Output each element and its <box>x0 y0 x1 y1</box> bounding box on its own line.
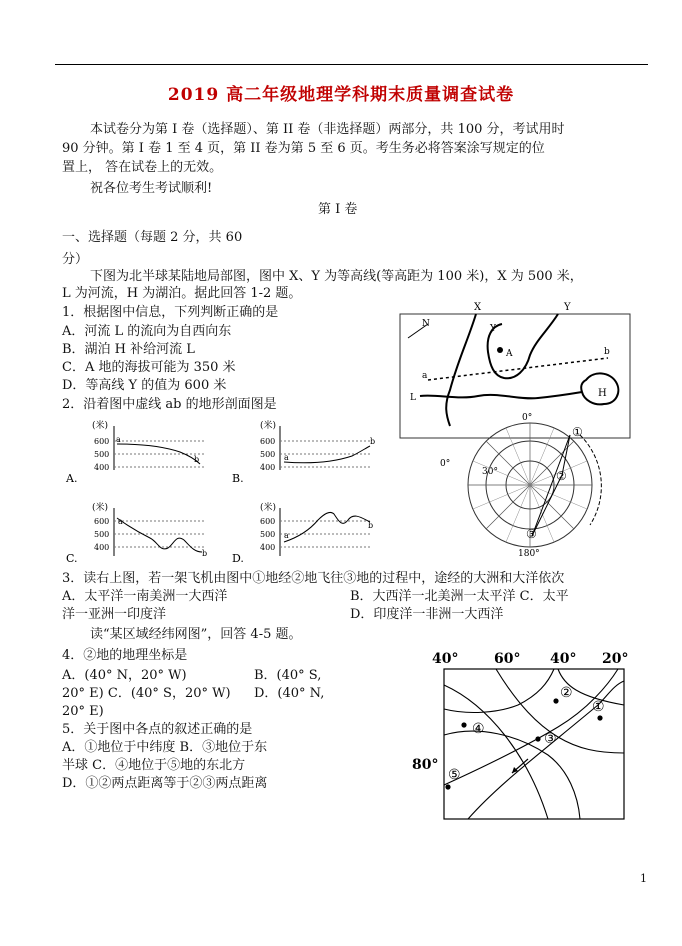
grid-dot-2 <box>553 698 558 703</box>
profile-b-tick-600: 600 <box>260 437 276 446</box>
profile-c-a: a <box>118 517 123 526</box>
profile-c-b: b <box>202 549 208 558</box>
grid-point-4: ④ <box>472 721 485 737</box>
profile-c-tick-600: 600 <box>94 517 110 526</box>
question-4: 4．②地的地理坐标是 <box>62 648 188 663</box>
polar-bottom-label: 180° <box>518 549 540 559</box>
q3-option-c-cont: 洋一亚洲一印度洋 <box>62 607 167 622</box>
dash-a-label: a <box>422 371 428 381</box>
q1-option-a: A．河流 L 的流向为自西向东 <box>62 324 232 339</box>
profile-d-tick-500: 500 <box>260 530 276 539</box>
point-a-marker <box>497 347 503 353</box>
grid-lines <box>444 669 624 819</box>
part-label: 第 I 卷 <box>318 202 358 217</box>
q4-option-d: D．(40° N, <box>254 686 325 701</box>
intro-line-2: 90 分钟。第 I 卷 1 至 4 页，第 II 卷为第 5 至 6 页。考生务必将答案涂写规定的位 <box>62 141 545 156</box>
grid-lon-1: 40° <box>432 651 459 667</box>
polar-map <box>438 410 608 560</box>
q3-option-bc: B．大西洋一北美洲一太平洋 C．太平 <box>350 589 569 604</box>
grid-lon-3: 40° <box>550 651 577 667</box>
question-1: 1．根据图中信息，下列判断正确的是 <box>62 305 279 320</box>
page-number: 1 <box>640 872 647 885</box>
profile-c-unit: (米) <box>92 503 109 513</box>
profile-d-a: a <box>284 531 289 540</box>
question-2: 2．沿着图中虚线 ab 的地形剖面图是 <box>62 397 277 412</box>
grid-lat: 80° <box>412 757 439 773</box>
river-label: L <box>410 393 416 403</box>
grid-point-2: ② <box>560 685 573 701</box>
profile-b-label: B. <box>232 472 244 485</box>
north-label: N <box>422 319 430 329</box>
profile-d-tick-400: 400 <box>260 543 276 552</box>
profile-a-tick-400: 400 <box>94 463 110 472</box>
grid-dot-5 <box>445 784 450 789</box>
profile-d-label: D. <box>232 552 244 565</box>
profile-c-label: C. <box>66 552 78 565</box>
profile-b-tick-400: 400 <box>260 463 276 472</box>
section-heading: 一、选择题（每题 2 分，共 60 <box>62 230 243 245</box>
profile-a-tick-600: 600 <box>94 437 110 446</box>
q12-desc-1: 下图为北半球某陆地局部图，图中 X、Y 为等高线(等高距为 100 米)，X 为 500 米， <box>90 269 583 284</box>
q1-option-b: B．湖泊 H 补给河流 L <box>62 342 195 357</box>
polar-lat-label: 30° <box>482 467 498 477</box>
profile-a-label: A. <box>66 472 78 485</box>
lake-label: H <box>598 388 607 399</box>
north-arrow <box>408 319 430 338</box>
header-rule <box>55 64 648 65</box>
q5-option-d: D．①②两点距离等于②③两点距离 <box>62 776 268 791</box>
profile-d-b: b <box>368 521 374 530</box>
grid-dot-3 <box>535 736 540 741</box>
grid-dot-1 <box>597 715 602 720</box>
q4-option-b: B．(40° S, <box>254 668 322 683</box>
grid-lon-4: 20° <box>602 651 629 667</box>
contour-y-line <box>488 314 558 378</box>
profile-d-tick-600: 600 <box>260 517 276 526</box>
section-heading-cont: 分） <box>62 252 89 267</box>
contour-y-inner-label: Y <box>490 324 496 334</box>
q3-option-a: A．太平洋一南美洲一大西洋 <box>62 589 228 604</box>
q5-option-ab: A．①地位于中纬度 B．③地位于东 <box>62 740 268 755</box>
profile-b-b: b <box>370 437 376 446</box>
contour-x-label: X <box>474 302 482 313</box>
river-l <box>420 392 582 398</box>
grid-lon-2: 60° <box>494 651 521 667</box>
profile-b-unit: (米) <box>260 421 277 431</box>
latlong-grid-map <box>408 645 638 825</box>
polar-point-3: ③ <box>526 527 537 541</box>
q45-desc: 读“某区域经纬网图”，回答 4-5 题。 <box>90 627 302 642</box>
profile-b-tick-500: 500 <box>260 450 276 459</box>
profile-d-unit: (米) <box>260 503 277 513</box>
profile-chart-c <box>62 500 222 568</box>
intro-line-3: 置上， 答在试卷上的无效。 <box>62 160 223 175</box>
grid-point-3: ③ <box>544 731 557 747</box>
profile-a-b: b <box>194 455 200 464</box>
grid-dot-4 <box>461 722 466 727</box>
q4-option-d-cont: 20° E) <box>62 704 104 719</box>
page-title: 2019 高二年级地理学科期末质量调查试卷 <box>167 85 515 105</box>
intro-wish: 祝各位考生考试顺利! <box>90 181 213 196</box>
contour-y-label: Y <box>564 302 571 313</box>
q1-option-c: C．A 地的海拔可能为 350 米 <box>62 360 236 375</box>
polar-left-label: 0° <box>440 459 451 469</box>
point-a-label: A <box>506 349 513 359</box>
profile-c-tick-400: 400 <box>94 543 110 552</box>
polar-point-1: ① <box>572 425 583 439</box>
q3-option-d: D．印度洋一非洲一大西洋 <box>350 607 504 622</box>
polar-point-2: ② <box>556 469 567 483</box>
profile-c-tick-500: 500 <box>94 530 110 539</box>
grid-point-5: ⑤ <box>448 767 461 783</box>
q12-desc-2: L 为河流，H 为湖泊。据此回答 1-2 题。 <box>62 286 302 301</box>
profile-chart-d <box>230 500 390 568</box>
q4-option-a: A．(40° N，20° W) <box>62 668 187 683</box>
question-5: 5．关于图中各点的叙述正确的是 <box>62 722 253 737</box>
profile-a-a: a <box>116 435 121 444</box>
question-3: 3．读右上图，若一架飞机由图中①地经②地飞往③地的过程中，途经的大洲和大洋依次 <box>62 571 565 586</box>
q4-option-bc: 20° E) C．(40° S，20° W) <box>62 686 231 701</box>
q1-option-d: D．等高线 Y 的值为 600 米 <box>62 378 227 393</box>
profile-b-a: a <box>284 453 289 462</box>
dash-b-label: b <box>604 347 610 357</box>
profile-chart-a <box>62 418 222 490</box>
q5-option-bc: 半球 C．④地位于⑤地的东北方 <box>62 758 246 773</box>
profile-chart-b <box>230 418 390 490</box>
profile-a-tick-500: 500 <box>94 450 110 459</box>
profile-line-ab <box>428 358 608 380</box>
profile-a-unit: (米) <box>92 421 109 431</box>
intro-line-1: 本试卷分为第 I 卷（选择题）、第 II 卷（非选择题）两部分，共 100 分，考试用时 <box>90 122 565 137</box>
grid-point-1: ① <box>592 699 605 715</box>
polar-top-label: 0° <box>522 413 533 423</box>
